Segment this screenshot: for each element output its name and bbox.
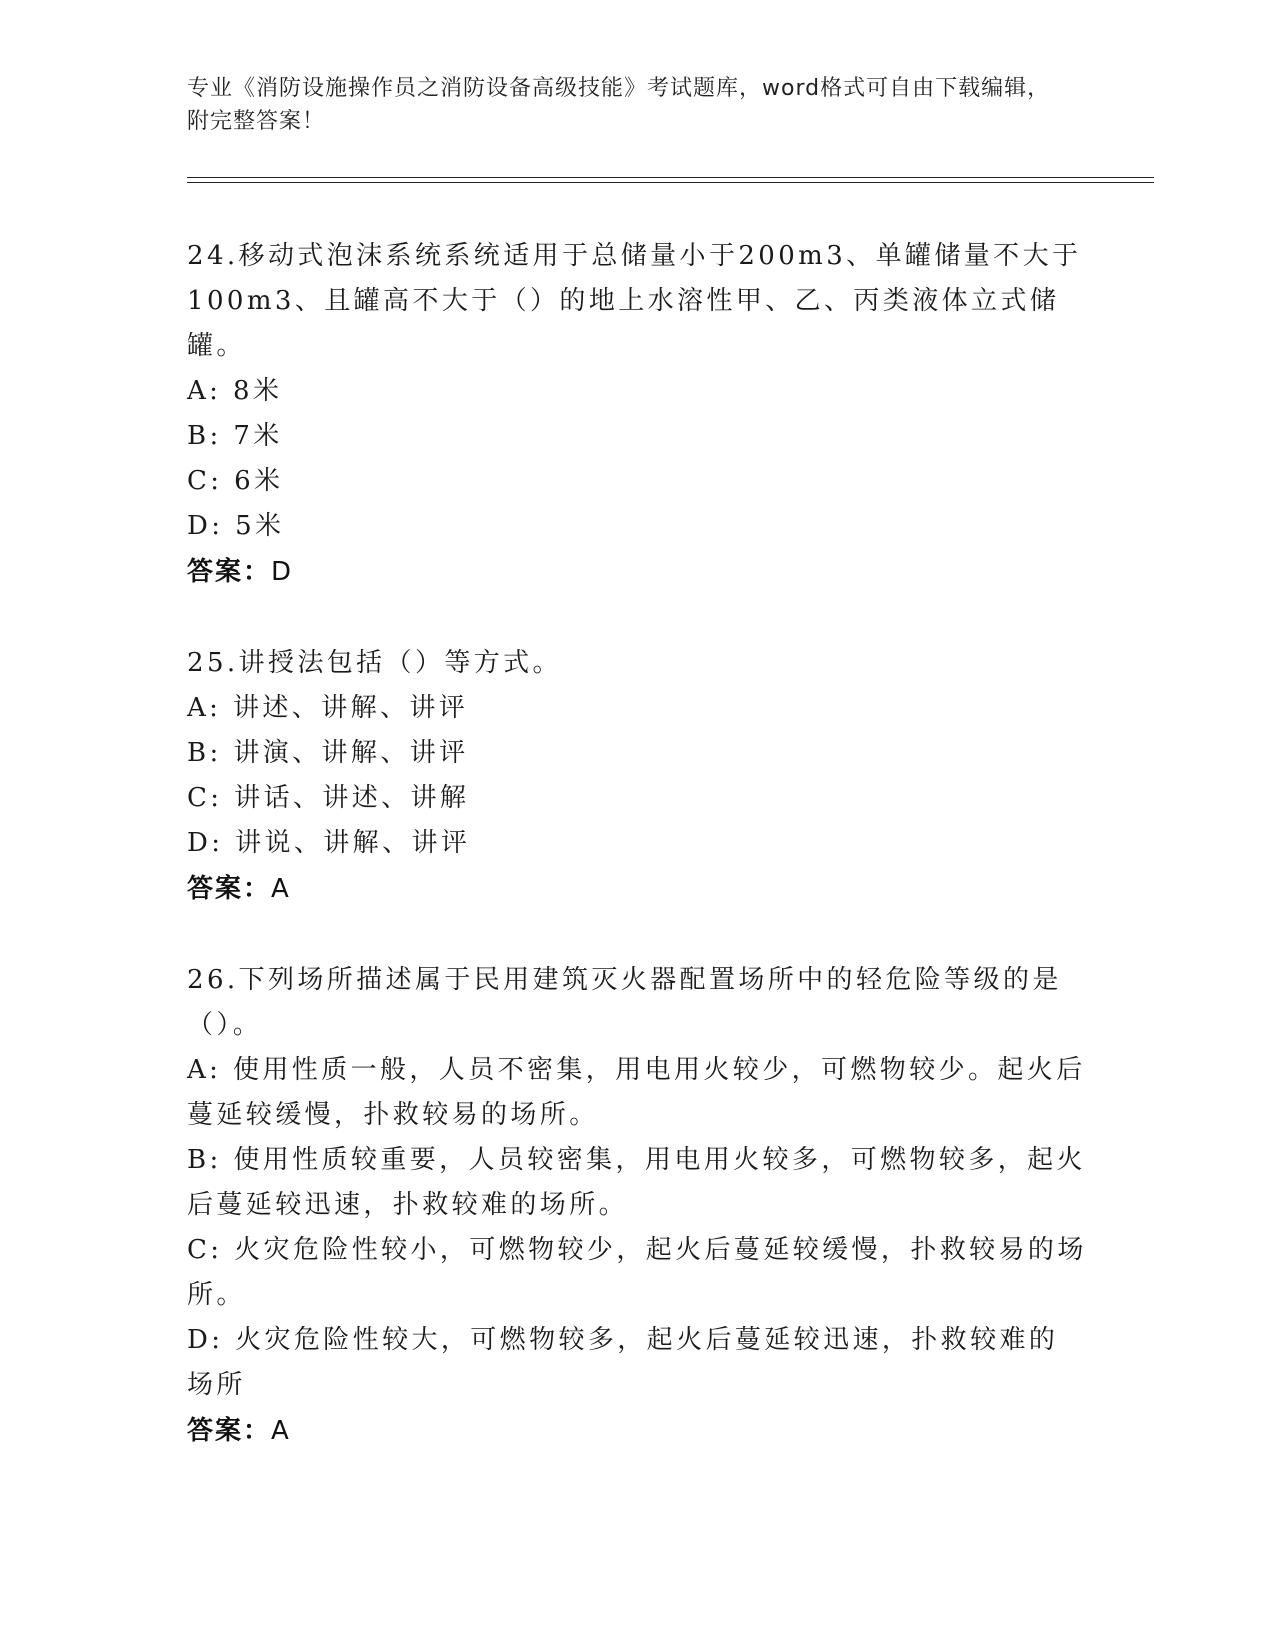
option-b: B: 7米 bbox=[187, 421, 283, 451]
option-d: D: 5米 bbox=[187, 511, 285, 541]
option-d: D: 火灾危险性较大，可燃物较多，起火后蔓延较迅速，扑救较难的场所 bbox=[187, 1325, 1059, 1400]
question-text: 26.下列场所描述属于民用建筑灭火器配置场所中的轻危险等级的是（）。 bbox=[187, 965, 1062, 1040]
answer-label: 答案： bbox=[187, 1416, 272, 1446]
header-text: 专业《消防设施操作员之消防设备高级技能》考试题库，word格式可自由下载编辑，附完整答案！ bbox=[187, 76, 1051, 134]
option-b: B: 讲演、讲解、讲评 bbox=[187, 738, 469, 768]
answer-line bbox=[187, 549, 1087, 595]
option-c: C: 讲话、讲述、讲解 bbox=[187, 783, 470, 813]
option-c: C: 火灾危险性较小，可燃物较少，起火后蔓延较缓慢，扑救较易的场所。 bbox=[187, 1235, 1087, 1310]
option-a: A: 使用性质一般，人员不密集，用电用火较少，可燃物较少。起火后蔓延较缓慢，扑救较易的场所。 bbox=[187, 1055, 1086, 1130]
header-divider-bottom bbox=[187, 182, 1154, 183]
question-text: 24.移动式泡沫系统系统适用于总储量小于200m3、单罐储量不大于100m3、且罐高不大于（）的地上水溶性甲、乙、丙类液体立式储罐。 bbox=[187, 241, 1082, 361]
option-c: C: 6米 bbox=[187, 466, 284, 496]
option-a: A: 8米 bbox=[187, 376, 283, 406]
answer-line bbox=[187, 1408, 1087, 1454]
question-25 bbox=[187, 641, 1087, 912]
question-24 bbox=[187, 234, 1087, 595]
answer-label: 答案： bbox=[187, 874, 272, 904]
page-header bbox=[187, 72, 1067, 138]
question-26 bbox=[187, 958, 1087, 1454]
answer-label: 答案： bbox=[187, 557, 272, 587]
option-d: D: 讲说、讲解、讲评 bbox=[187, 828, 471, 858]
option-a: A: 讲述、讲解、讲评 bbox=[187, 693, 469, 723]
answer-value: D bbox=[271, 557, 294, 587]
question-list bbox=[187, 234, 1087, 1500]
question-text: 25.讲授法包括（）等方式。 bbox=[187, 648, 562, 678]
option-b: B: 使用性质较重要，人员较密集，用电用火较多，可燃物较多，起火后蔓延较迅速，扑救较难的场所。 bbox=[187, 1145, 1086, 1220]
answer-line bbox=[187, 866, 1087, 912]
answer-value: A bbox=[271, 1416, 291, 1446]
answer-value: A bbox=[271, 874, 291, 904]
header-divider-top bbox=[187, 177, 1154, 178]
